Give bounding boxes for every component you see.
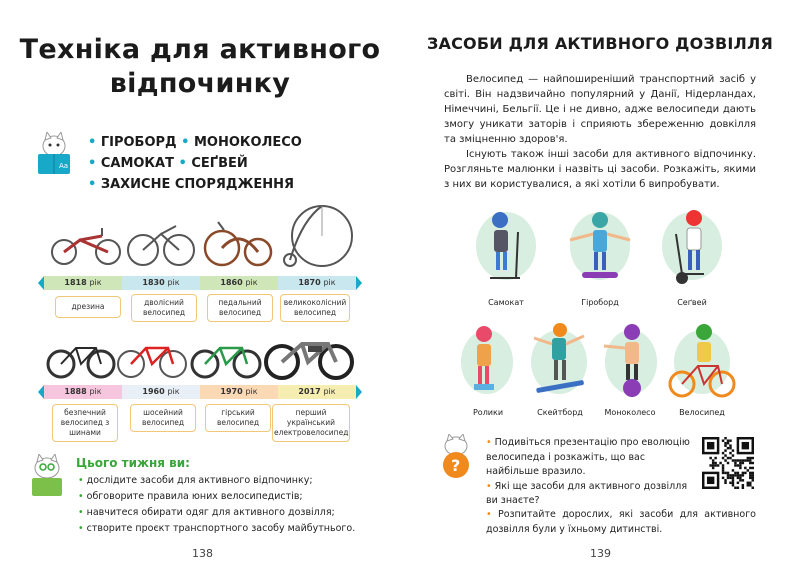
- activity-label: Велосипед: [679, 408, 725, 417]
- section-title: ЗАСОБИ ДЛЯ АКТИВНОГО ДОЗВІЛЛЯ: [426, 34, 774, 53]
- page-number: 138: [192, 547, 213, 560]
- list-item: • створите проєкт транспортного засобу майбутнього.: [78, 523, 356, 534]
- paragraph-2: Існують також інші засоби для активного відпочинку. Розгляньте малюнки і назвіть ці засоби. Розкажіть, якими з них ви користувалися, а які хотіли б випробувати.: [444, 149, 756, 190]
- timeline-year: 1970 рік: [200, 385, 278, 399]
- mountain-bicycle-illustration: [190, 336, 262, 380]
- cat-reading-icon: [32, 132, 76, 180]
- unicycle-kid-illustration: [596, 318, 666, 402]
- rollerblades-kid-illustration: [452, 318, 522, 402]
- timeline-year: 1818 рік: [44, 276, 122, 290]
- intro-paragraph: [444, 72, 756, 192]
- timeline-arrow-left: [38, 385, 44, 399]
- vocab-word: САМОКАТ: [100, 156, 174, 171]
- cat-question-icon: [436, 434, 476, 480]
- timeline-year: 1860 рік: [200, 276, 278, 290]
- draisine-illustration: [50, 222, 122, 268]
- timeline-row-2: [44, 385, 356, 399]
- activity-label: Скейтборд: [537, 408, 583, 417]
- scooter-kid-illustration: [466, 204, 546, 288]
- hoverboard-kid-illustration: [560, 204, 640, 288]
- qr-code[interactable]: [702, 437, 754, 489]
- vocab-word: СЕҐВЕЙ: [191, 156, 248, 171]
- bike-label: гірський велосипед: [205, 404, 271, 432]
- right-page: [400, 0, 800, 577]
- svg-text:Aa: Aa: [59, 162, 69, 170]
- bicycle-kid-illustration: [664, 318, 740, 402]
- paragraph-1: Велосипед — найпоширеніший транспортний засіб у світі. Він надзвичайно популярний у Данії, Нідерландах, Німеччині, Бельгії. Це і не дивно, адже велосипеди дають змогу уникати заторів і сприяють збереженню довкілля та зміцненню здоров'я.: [444, 74, 756, 145]
- timeline-year: 1870 рік: [278, 276, 356, 290]
- timeline-arrow-right: [356, 276, 362, 290]
- bike-label: дрезина: [55, 296, 121, 318]
- timeline-year: 1960 рік: [122, 385, 200, 399]
- svg-text:?: ?: [451, 456, 461, 475]
- road-bicycle-illustration: [116, 336, 188, 380]
- activity-label: Самокат: [488, 298, 524, 307]
- bike-label: педальний велосипед: [207, 294, 273, 322]
- page-title: [0, 33, 400, 101]
- title-line-1: Техніка для активного: [19, 34, 381, 65]
- week-goals-list: [78, 473, 355, 537]
- title-line-2: відпочинку: [109, 68, 291, 99]
- bike-label: великоколісний велосипед: [280, 294, 350, 322]
- timeline-year: 1888 рік: [44, 385, 122, 399]
- bike-label: шосейний велосипед: [130, 404, 196, 432]
- list-item: • Які ще засоби для активного дозвілля ви знаєте?: [486, 480, 688, 506]
- segway-kid-illustration: [652, 204, 732, 288]
- activity-label: Сеґвей: [677, 298, 707, 307]
- timeline-year: 1830 рік: [122, 276, 200, 290]
- week-heading: Цього тижня ви:: [76, 456, 190, 470]
- velocipede-illustration: [202, 218, 274, 268]
- list-item: • дослідите засоби для активного відпочинку;: [78, 475, 313, 486]
- activity-label: Ролики: [472, 408, 504, 417]
- safety-bicycle-illustration: [46, 336, 116, 380]
- bike-label: безпечний велосипед з шинами: [52, 404, 118, 442]
- list-item: • Розпитайте дорослих, які засоби для активного дозвілля були у їхньому дитинстві.: [486, 509, 756, 535]
- skateboard-kid-illustration: [520, 318, 598, 402]
- timeline-year: 2017 рік: [278, 385, 356, 399]
- list-item: • обговорите правила юних велосипедистів;: [78, 491, 303, 502]
- vocab-word: ЗАХИСНЕ СПОРЯДЖЕННЯ: [100, 177, 295, 192]
- timeline-row-1: [44, 276, 356, 290]
- timeline-arrow-right: [356, 385, 362, 399]
- list-item: • навчитеся обирати одяг для активного дозвілля;: [78, 507, 335, 518]
- penny-farthing-illustration: [282, 200, 354, 268]
- activity-label: Гіроборд: [581, 298, 619, 307]
- questions-list: [486, 436, 692, 509]
- bike-label: перший український електровелосипед: [272, 404, 350, 442]
- list-item: • Подивіться презентацію про еволюцію велосипеда і розкажіть, що вас найбільше вразило.: [486, 437, 690, 477]
- cat-map-icon: [24, 454, 70, 500]
- page-number: 139: [590, 547, 611, 560]
- activity-label: Моноколесо: [604, 408, 656, 417]
- electric-bicycle-illustration: [264, 332, 354, 380]
- vocab-word: ГІРОБОРД: [100, 135, 177, 150]
- timeline-arrow-left: [38, 276, 44, 290]
- bike-label: дволісний велосипед: [131, 294, 197, 322]
- vocab-word: МОНОКОЛЕСО: [193, 135, 302, 150]
- boneshaker-illustration: [126, 218, 196, 268]
- vocabulary-list: • ГІРОБОРД • МОНОКОЛЕСО • САМОКАТ • СЕҐВЕЙ • ЗАХИСНЕ СПОРЯДЖЕННЯ: [88, 135, 302, 192]
